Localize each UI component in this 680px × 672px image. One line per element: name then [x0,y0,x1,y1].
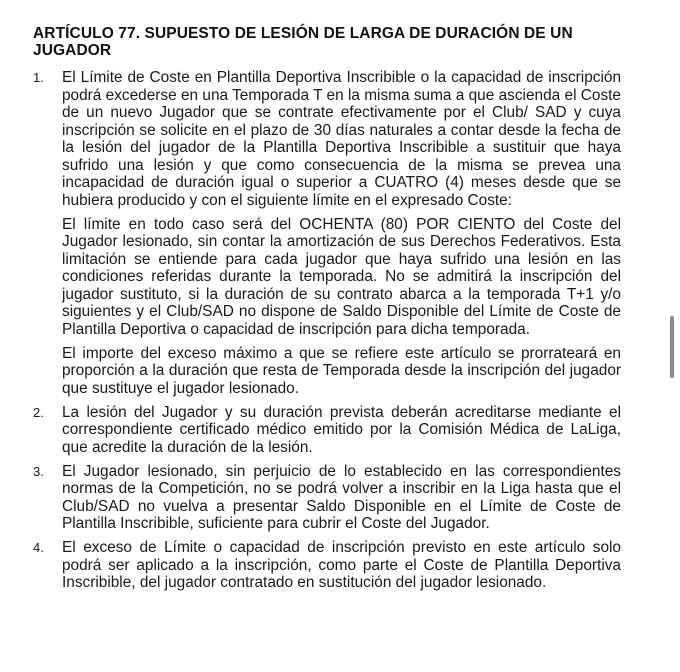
item-number: 3. [33,463,44,479]
item-paragraph: El Jugador lesionado, sin perjuicio de lo establecido en las correspondientes normas de la Competición, no se podrá volver a inscribir en la Liga hasta que el Club/SAD no vuelva a presentar Saldo Disponible en el Límite de Coste de Plantilla Inscribible, suficiente para cubrir el Coste del Jugador. [62,462,621,532]
item-paragraph: El exceso de Límite o capacidad de inscripción previsto en este artículo solo podrá ser aplicado a la inscripción, como parte el Coste de Plantilla Deportiva Inscribible, del jugador contratado en sustitución del jugador lesionado. [62,539,621,591]
list-item-2 [33,404,621,457]
article-title: ARTÍCULO 77. SUPUESTO DE LESIÓN DE LARGA DE DURACIÓN DE UN JUGADOR [33,25,573,59]
item-paragraph: El Límite de Coste en Plantilla Deportiva Inscribible o la capacidad de inscripción podrá excederse en una Temporada T en la misma suma a que ascienda el Coste de un nuevo Jugador que se contrate efectivamente por el Club/ SAD y cuya inscripción se solicite en el plazo de 30 días naturales a contar desde la fecha de la lesión del jugador de la Plantilla Deportiva Inscribible a sustituir que haya sufrido una lesión y que como consecuencia de la misma se prevea una incapacidad de duración igual o superior a CUATRO (4) meses desde que se hubiera producido y con el siguiente límite en el expresado Coste: [62,69,621,209]
list-item-4 [33,539,621,592]
item-number: 1. [33,70,44,85]
scrollbar[interactable] [670,316,674,378]
list-item-3 [33,463,621,533]
list-item-1 [33,69,621,397]
item-paragraph: La lesión del Jugador y su duración prevista deberán acreditarse mediante el correspondiente certificado médico emitido por la Comisión Médica de LaLiga, que acredite la duración de la lesión. [62,403,621,456]
document [33,26,621,598]
item-number: 4. [33,540,44,555]
item-number: 2. [33,404,44,420]
item-paragraph: El importe del exceso máximo a que se refiere este artículo se prorrateará en proporción a la duración que resta de Temporada desde la inscripción del jugador que sustituye el jugador lesionado. [62,344,621,397]
item-paragraph: El límite en todo caso será del OCHENTA (80) POR CIENTO del Coste del Jugador lesionado, sin contar la amortización de sus Derechos Federativos. Esta limitación se entiende para cada jugador que haya sufrido una lesión en las condiciones referidas durante la temporada. No se admitirá la inscripción del jugador sustituto, si la duración de su contrato abarca a la temporada T+1 y/o siguientes y el Club/SAD no dispone de Saldo Disponible del Límite de Coste de Plantilla Deportiva o capacidad de inscripción para dicha temporada. [62,215,621,338]
